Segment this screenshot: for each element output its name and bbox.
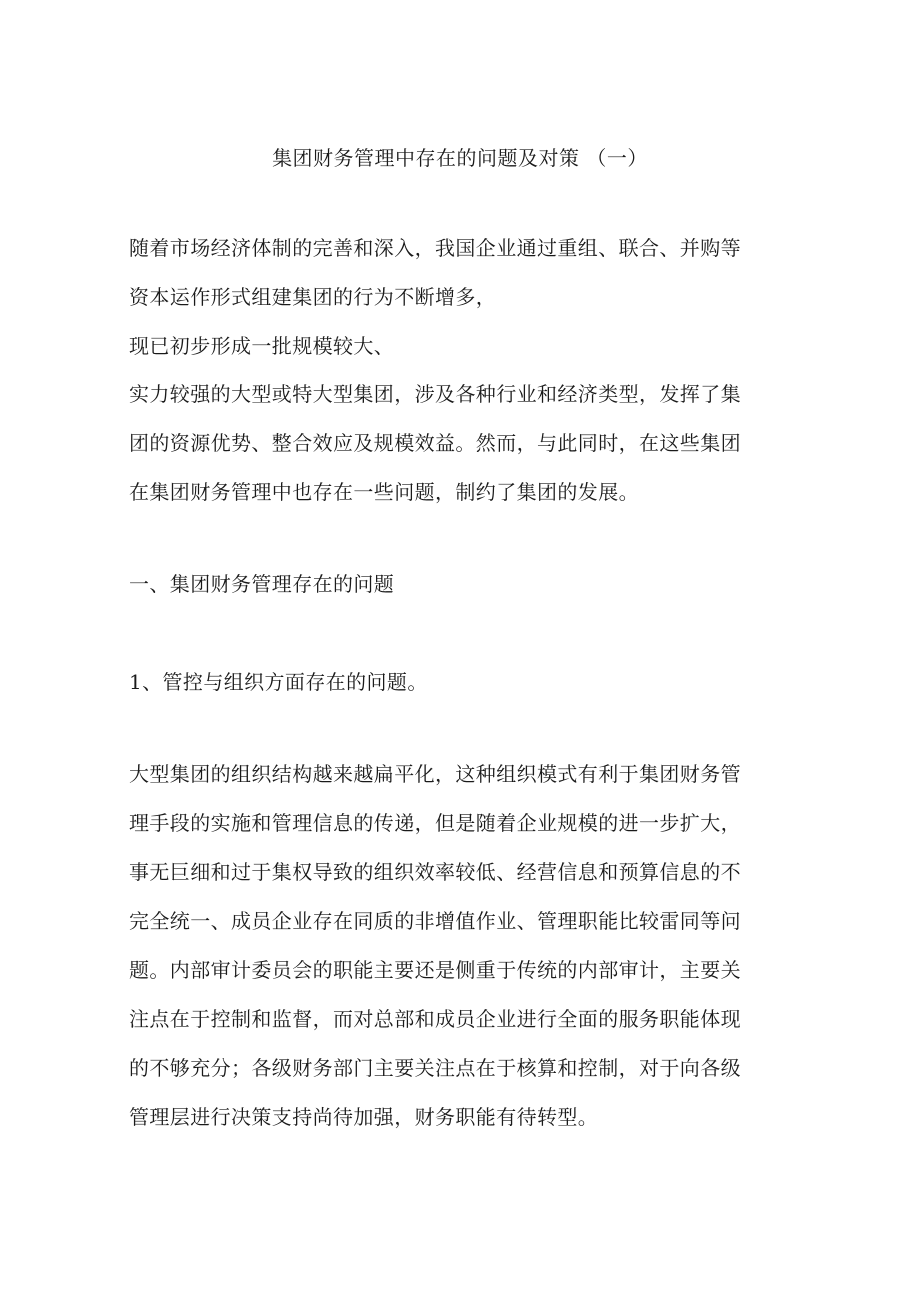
intro-line: 资本运作形式组建集团的行为不断增多，	[129, 285, 497, 309]
body-line: 的不够充分；各级财务部门主要关注点在于核算和控制，对于向各级	[129, 1056, 741, 1080]
intro-line: 团的资源优势、整合效应及规模效益。然而，与此同时，在这些集团	[129, 431, 741, 455]
body-line: 完全统一、成员企业存在同质的非增值作业、管理职能比较雷同等问	[129, 909, 741, 933]
body-line: 题。内部审计委员会的职能主要还是侧重于传统的内部审计，主要关	[129, 958, 741, 982]
intro-line: 实力较强的大型或特大型集团，涉及各种行业和经济类型，发挥了集	[129, 382, 741, 406]
intro-line: 随着市场经济体制的完善和深入，我国企业通过重组、联合、并购等	[129, 236, 741, 260]
body-line: 事无巨细和过于集权导致的组织效率较低、经营信息和预算信息的不	[129, 860, 741, 884]
body-line: 大型集团的组织结构越来越扁平化，这种组织模式有利于集团财务管	[129, 762, 741, 786]
intro-line: 现已初步形成一批规模较大、	[129, 334, 395, 358]
body-line: 管理层进行决策支持尚待加强，财务职能有待转型。	[129, 1105, 599, 1129]
document-title: 集团财务管理中存在的问题及对策 （一）	[272, 146, 648, 170]
subsection-heading: 1、管控与组织方面存在的问题。	[129, 670, 428, 694]
intro-line: 在集团财务管理中也存在一些问题，制约了集团的发展。	[129, 480, 639, 504]
section-heading: 一、集团财务管理存在的问题	[129, 572, 395, 596]
body-line: 理手段的实施和管理信息的传递，但是随着企业规模的进一步扩大，	[129, 811, 741, 835]
body-line: 注点在于控制和监督，而对总部和成员企业进行全面的服务职能体现	[129, 1007, 741, 1031]
